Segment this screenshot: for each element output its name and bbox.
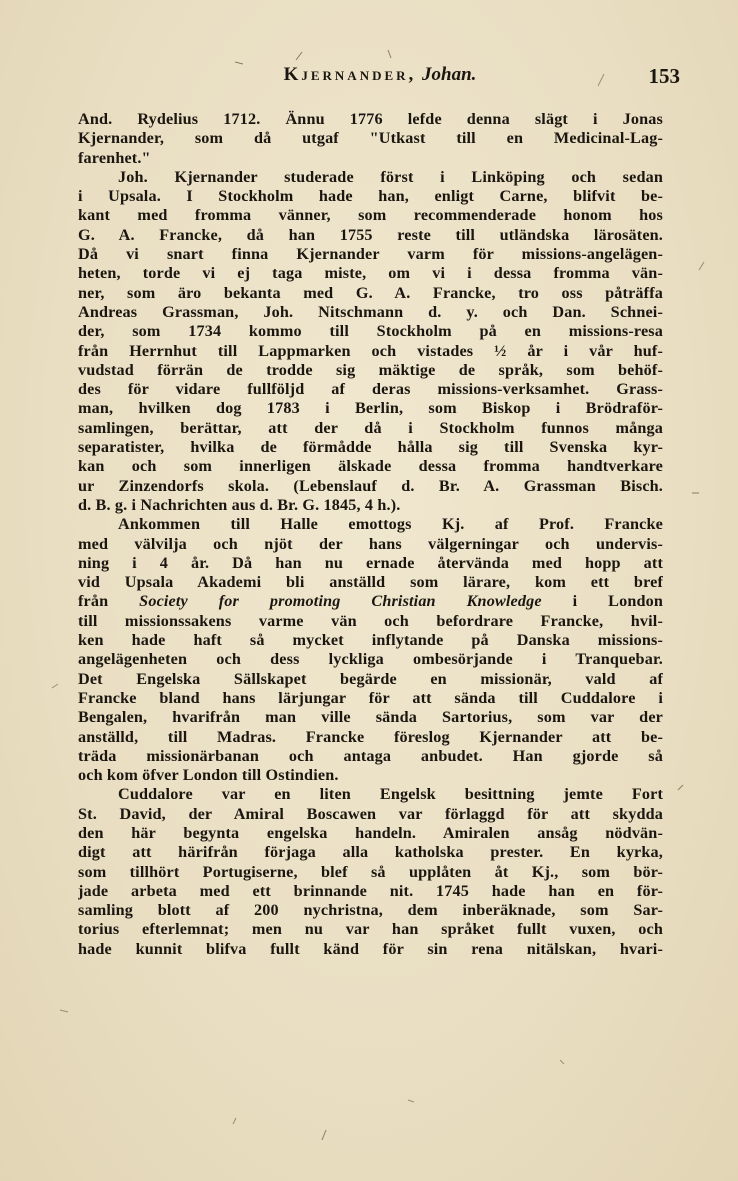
page-number: 153 <box>648 64 680 88</box>
text-line: och kom öfver London till Ostindien. <box>78 766 339 785</box>
text-line: från Society for promoting Christian Knowledge i London <box>78 592 663 611</box>
text-line: med välvilja och njöt der hans välgerningar och undervis- <box>78 534 663 553</box>
speck <box>233 1118 236 1124</box>
text-line: Då vi snart finna Kjernander varm för missions-angelägen- <box>78 245 663 264</box>
text-line: d. B. g. i Nachrichten aus d. Br. G. 1845, 4 h.). <box>78 495 401 514</box>
text-line: Francke bland hans lärjungar för att sända till Cuddalore i <box>78 688 663 707</box>
text-line: ur Zinzendorfs skola. (Lebenslauf d. Br. A. Grassman Bisch. <box>78 476 663 495</box>
text-line: Cuddalore var en liten Engelsk besittning jemte Fort <box>118 785 663 804</box>
text-line: Ankommen till Halle emottogs Kj. af Prof. Francke <box>118 515 663 534</box>
text-line: kan och som innerligen älskade dessa fromma handtverkare <box>78 457 663 476</box>
text-line: Andreas Grassman, Joh. Nitschmann d. y. och Dan. Schnei- <box>78 302 663 321</box>
text-line: man, hvilken dog 1783 i Berlin, som Biskop i Brödraför- <box>78 399 663 418</box>
body-text <box>78 110 663 959</box>
speck <box>52 684 58 688</box>
text-line: jade arbeta med ett brinnande nit. 1745 hade han en för- <box>78 881 663 900</box>
text-line: den här begynta engelska handeln. Amiralen ansåg nödvän- <box>78 823 663 842</box>
text-line: träda missionärbanan och antaga anbudet. Han gjorde så <box>78 746 663 765</box>
speck <box>388 50 391 58</box>
text-line: kant med fromma vänner, som recommenderade honom hos <box>78 206 663 225</box>
speck <box>322 1130 326 1140</box>
text-line: Bengalen, hvarifrån man ville sända Sartorius, som var der <box>78 708 663 727</box>
running-head <box>80 64 680 94</box>
text-line: ning i 4 år. Då han nu ernade återvända med hopp att <box>78 553 663 572</box>
text-line: der, som 1734 kommo till Stockholm på en missions-resa <box>78 322 663 341</box>
speck <box>699 262 704 270</box>
speck <box>296 52 302 60</box>
text-line: anställd, till Madras. Francke föreslog Kjernander att be- <box>78 727 663 746</box>
text-line: Joh. Kjernander studerade först i Linköping och sedan <box>118 167 663 186</box>
text-line: Det Engelska Sällskapet begärde en missionär, vald af <box>78 669 663 688</box>
text-line: samlingen, berättar, att der då i Stockholm funnos många <box>78 418 663 437</box>
speck <box>408 1100 414 1102</box>
text-line: heten, torde vi ej taga miste, om vi i dessa fromma vän- <box>78 264 663 283</box>
text-line: angelägenheten och dess lyckliga ombesörjande i Tranquebar. <box>78 650 663 669</box>
running-given-name: Johan. <box>422 64 477 85</box>
text-line: farenhet." <box>78 148 151 167</box>
text-line: vid Upsala Akademi bli anställd som lärare, kom ett bref <box>78 573 663 592</box>
text-line: St. David, der Amiral Boscawen var förlaggd för att skydda <box>78 804 663 823</box>
running-separator: , <box>408 64 423 85</box>
text-line: vudstad förrän de trodde sig mäktige de språk, som behöf- <box>78 360 663 379</box>
text-line: ken hade haft så mycket inflytande på Danska missions- <box>78 631 663 650</box>
text-line: digt att härifrån förjaga alla katholska prester. En kyrka, <box>78 843 663 862</box>
text-line: i Upsala. I Stockholm hade han, enligt Carne, blifvit be- <box>78 187 663 206</box>
text-line: And. Rydelius 1712. Ännu 1776 lefde denna slägt i Jonas <box>78 110 663 128</box>
text-line: som tillhört Portugiserne, blef så upplåten åt Kj., som bör- <box>78 862 663 881</box>
text-line: hade kunnit blifva fullt känd för sin rena nitälskan, hvari- <box>78 939 663 958</box>
text-line: G. A. Francke, då han 1755 reste till utländska lärosäten. <box>78 225 663 244</box>
running-name: Kjernander <box>283 64 409 85</box>
text-line: från Herrnhut till Lappmarken och vistades ½ år i vår huf- <box>78 341 663 360</box>
speck <box>60 1010 68 1012</box>
text-line: separatister, hvilka de förmådde hålla sig till Svenska kyr- <box>78 438 663 457</box>
speck <box>678 785 683 790</box>
text-line: till missionssakens varme vän och befordrare Francke, hvil- <box>78 611 663 630</box>
speck <box>560 1060 564 1064</box>
text-line: torius efterlemnat; men nu var han språket fullt vuxen, och <box>78 920 663 939</box>
italic-title: Society for promoting Christian Knowledge <box>139 592 542 611</box>
text-line: des för vidare fullföljd af deras missions-verksamhet. Grass- <box>78 380 663 399</box>
text-line: ner, som äro bekanta med G. A. Francke, tro oss påträffa <box>78 283 663 302</box>
text-line: samling blott af 200 nychristna, dem inberäknade, som Sar- <box>78 901 663 920</box>
running-title <box>80 64 680 86</box>
text-line: Kjernander, som då utgaf "Utkast till en Medicinal-Lag- <box>78 129 663 148</box>
